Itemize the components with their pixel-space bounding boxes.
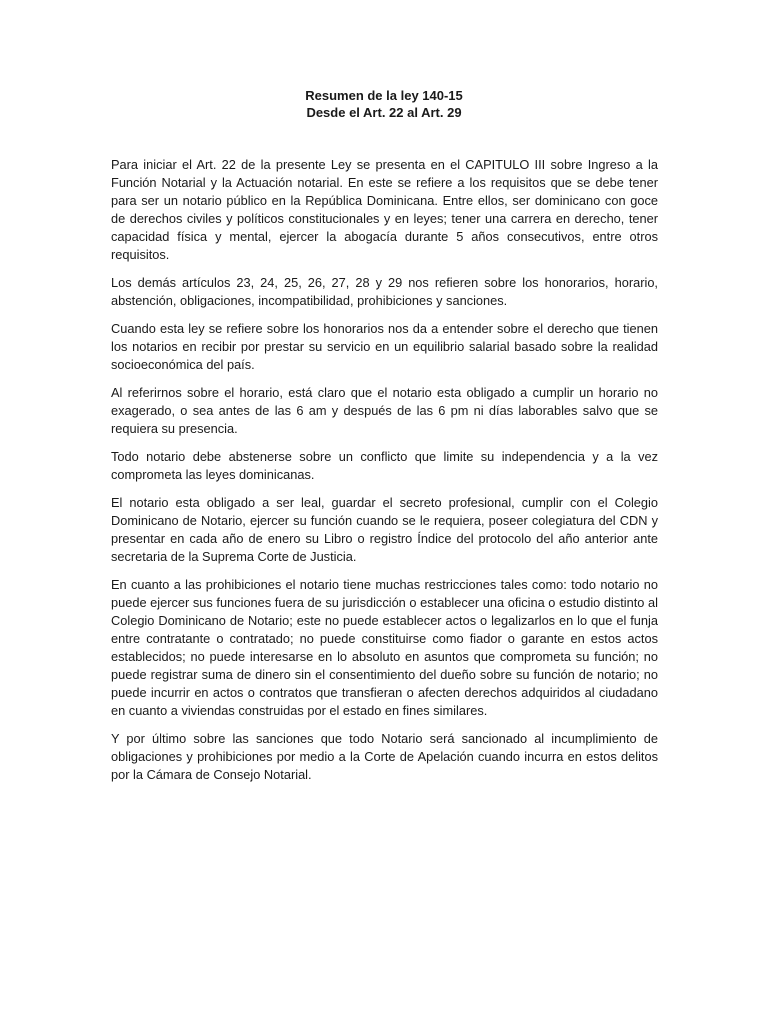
document-body [111,156,658,794]
paragraph-3: Cuando esta ley se refiere sobre los honorarios nos da a entender sobre el derecho que tienen los notarios en recibir por prestar su servicio en un equilibrio salarial basado sobre la realidad socioeconómica del país. [111,321,658,372]
paragraph-8: Y por último sobre las sanciones que todo Notario será sancionado al incumplimiento de obligaciones y prohibiciones por medio a la Corte de Apelación cuando incurra en estos delitos por la Cámara de Consejo Notarial. [111,731,658,782]
paragraph-2: Los demás artículos 23, 24, 25, 26, 27, 28 y 29 nos refieren sobre los honorarios, horario, abstención, obligaciones, incompatibilidad, prohibiciones y sanciones. [111,275,658,308]
document-subtitle: Desde el Art. 22 al Art. 29 [306,105,462,120]
paragraph-5: Todo notario debe abstenerse sobre un conflicto que limite su independencia y a la vez comprometa las leyes dominicanas. [111,449,658,482]
paragraph-6: El notario esta obligado a ser leal, guardar el secreto profesional, cumplir con el Colegio Dominicano de Notario, ejercer su función cuando se le requiera, poseer colegiatura del CDN y presentar en cada año de enero su Libro o registro Índice del protocolo del año anterior ante secretaria de la Suprema Corte de Justicia. [111,495,658,564]
paragraph-7: En cuanto a las prohibiciones el notario tiene muchas restricciones tales como: todo notario no puede ejercer sus funciones fuera de su jurisdicción o establecer una oficina o estudio distinto al Colegio Dominicano de Notario; este no puede establecer actos o legalizarlos en lo que el funja entre contratante o contratado; no puede constituirse como fiador o garante en estos actos establecidos; no puede interesarse en lo absoluto en asuntos que comprometa su función; no puede registrar suma de dinero sin el consentimiento del dueño sobre su función de notario; no puede incurrir en actos o contratos que transfieran o afecten derechos adquiridos al ciudadano en cuanto a viviendas construidas por el estado en fines similares. [111,577,658,718]
paragraph-4: Al referirnos sobre el horario, está claro que el notario esta obligado a cumplir un horario no exagerado, o sea antes de las 6 am y después de las 6 pm ni días laborables salvo que se requiera su presencia. [111,385,658,436]
document-title: Resumen de la ley 140-15 [305,88,463,103]
title-block [0,87,768,121]
paragraph-1: Para iniciar el Art. 22 de la presente Ley se presenta en el CAPITULO III sobre Ingreso a la Función Notarial y la Actuación notarial. En este se refiere a los requisitos que se debe tener para ser un notario público en la República Dominicana. Entre ellos, ser dominicano con goce de derechos civiles y políticos constitucionales y en leyes; tener una carrera en derecho, tener capacidad física y mental, ejercer la abogacía durante 5 años consecutivos, entre otros requisitos. [111,157,658,262]
